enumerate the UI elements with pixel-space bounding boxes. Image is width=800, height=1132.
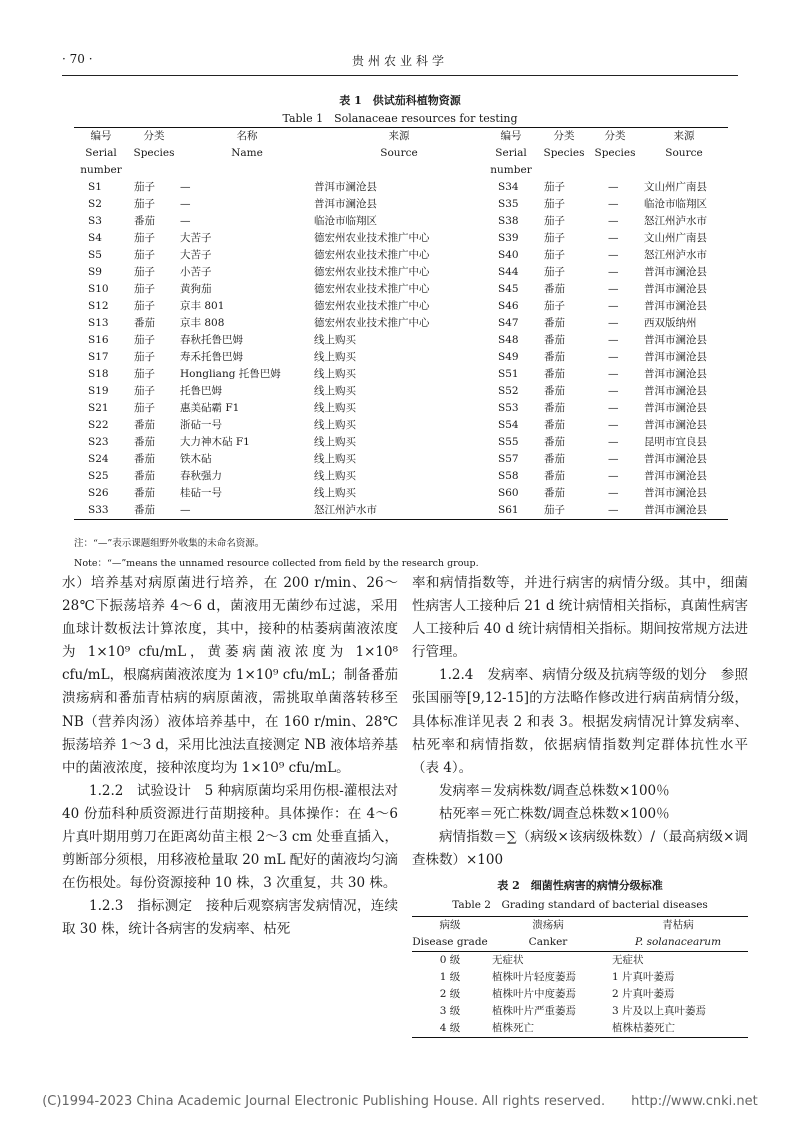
table-cell: S45 — [498, 283, 519, 295]
table-cell: S38 — [498, 215, 519, 227]
table-cell: — — [180, 215, 191, 227]
table-cell: S16 — [88, 334, 109, 346]
table-cell: 植株枯萎死亡 — [608, 1020, 748, 1038]
table-cell: — — [608, 317, 619, 329]
table-cell: 普洱市澜沧县 — [644, 334, 707, 346]
table-cell: Hongliang 托鲁巴姆 — [180, 368, 281, 380]
table-cell: 茄子 — [544, 232, 565, 244]
table-cell: 普洱市澜沧县 — [314, 181, 377, 193]
table-cell: — — [608, 249, 619, 261]
table-cell: 茄子 — [538, 502, 590, 520]
table-cell: 昆明市宜良县 — [644, 436, 707, 448]
table-cell: 怒江州泸水市 — [644, 215, 707, 227]
table1-header-species: 分类 Species — [128, 128, 180, 180]
table1-note-zh: 注：“—”表示课题组野外收集的未命名资源。 — [74, 538, 265, 549]
table-cell: 普洱市澜沧县 — [644, 453, 707, 465]
table2-header-grade: 病级 — [412, 917, 488, 935]
table-cell: — — [608, 198, 619, 210]
table-cell: 植株叶片严重萎焉 — [492, 1005, 576, 1017]
table-cell: 茄子 — [134, 368, 155, 380]
table2 — [412, 916, 748, 1038]
table-cell: 番茄 — [544, 317, 565, 329]
table-cell: — — [180, 198, 191, 210]
table-cell: 寿禾托鲁巴姆 — [180, 351, 243, 363]
table-cell: S19 — [88, 385, 109, 397]
table-cell: 茄子 — [134, 300, 155, 312]
table-cell: 大力神木砧 F1 — [180, 436, 250, 448]
table-cell: S13 — [88, 317, 109, 329]
table1-header-no-2: 编号 Serial number — [484, 128, 538, 180]
table-cell: S51 — [498, 368, 519, 380]
table-cell: 线上购买 — [314, 487, 356, 499]
table-row — [74, 485, 728, 502]
table-cell: 文山州广南县 — [644, 232, 707, 244]
header-rule — [62, 75, 738, 76]
table-cell: S52 — [498, 385, 519, 397]
table-cell: 普洱市澜沧县 — [644, 470, 707, 482]
table-cell: 普洱市澜沧县 — [314, 198, 377, 210]
table-cell: 茄子 — [134, 181, 155, 193]
table-cell: — — [180, 502, 314, 520]
table-cell: 线上购买 — [314, 368, 356, 380]
table-cell: 番茄 — [544, 487, 565, 499]
table-cell: 茄子 — [134, 385, 155, 397]
table2-caption-zh: 表 2 细菌性病害的病情分级标准 — [497, 879, 663, 892]
table-cell: 托鲁巴姆 — [180, 385, 222, 397]
table-cell: 普洱市澜沧县 — [644, 487, 707, 499]
table-cell: S4 — [88, 232, 102, 244]
table-cell: S9 — [88, 266, 102, 278]
table-cell: — — [180, 181, 191, 193]
table-cell: 0 级 — [439, 954, 461, 966]
table-cell: 茄子 — [134, 232, 155, 244]
table-cell: S1 — [88, 181, 102, 193]
table-row — [74, 366, 728, 383]
table-cell: S25 — [88, 470, 109, 482]
table-cell: — — [608, 215, 619, 227]
table-cell: 植株叶片轻度萎焉 — [492, 971, 576, 983]
table1-header — [74, 128, 728, 180]
table-cell: S26 — [88, 487, 109, 499]
table-row — [74, 332, 728, 349]
table-cell: 番茄 — [544, 419, 565, 431]
table-cell: 普洱市澜沧县 — [644, 402, 707, 414]
table-cell: S57 — [498, 453, 519, 465]
table-cell: — — [608, 300, 619, 312]
table-cell: S53 — [498, 402, 519, 414]
table-cell: S60 — [498, 487, 519, 499]
table-cell: S24 — [88, 453, 109, 465]
table1 — [74, 127, 728, 520]
table-row — [74, 383, 728, 400]
table-cell: S46 — [498, 300, 519, 312]
table-cell: S34 — [498, 181, 519, 193]
table-row — [74, 349, 728, 366]
table-cell: 线上购买 — [314, 436, 356, 448]
table-row — [74, 230, 728, 247]
table-cell: 番茄 — [544, 385, 565, 397]
table-cell: 临沧市临翔区 — [314, 215, 377, 227]
table-cell: 德宏州农业技术推广中心 — [314, 317, 430, 329]
table-cell: 线上购买 — [314, 453, 356, 465]
table-cell: 线上购买 — [314, 470, 356, 482]
table-cell: 茄子 — [544, 249, 565, 261]
table-row — [412, 986, 748, 1003]
table-cell: S58 — [498, 470, 519, 482]
table1-header-name: 名称 Name — [180, 128, 314, 180]
table-cell: — — [608, 351, 619, 363]
right-column — [412, 572, 748, 872]
table-cell: 黄狗茄 — [180, 283, 212, 295]
table-cell: 茄子 — [544, 266, 565, 278]
table-cell: 茄子 — [544, 215, 565, 227]
table-cell: S54 — [498, 419, 519, 431]
table-cell: 普洱市澜沧县 — [644, 300, 707, 312]
table-cell: 铁木砧 — [180, 453, 212, 465]
table-cell: S3 — [88, 215, 102, 227]
table-cell: 茄子 — [544, 181, 565, 193]
table-cell: 茄子 — [134, 283, 155, 295]
table-row — [74, 281, 728, 298]
paragraph-culture: 水）培养基对病原菌进行培养，在 200 r/min、26～28℃下振荡培养 4～6 d，菌液用无菌纱布过滤，采用血球计数板法计算浓度，其中，接种的枯萎病菌液浓度为 1×10⁹ cfu/mL，黄萎病菌液浓度为 1×10⁸ cfu/mL，根腐病菌液浓度为 1×10⁹ cfu/mL；制备番茄溃疡病和番茄青枯病的病原菌液，需挑取单菌落转移至 NB（营养肉汤）液体培养基中，在 160 r/min、28℃振荡培养 1～3 d，采用比浊法直接测定 NB 液体培养基中的菌液浓度，接种浓度均为 1×10⁹ cfu/mL。 — [62, 575, 398, 776]
table-row — [412, 1020, 748, 1038]
table-cell: 普洱市澜沧县 — [644, 283, 707, 295]
table-row — [74, 468, 728, 485]
table-cell: 怒江州泸水市 — [314, 502, 484, 520]
table-cell: — — [608, 368, 619, 380]
table-row — [74, 315, 728, 332]
table2-header-canker: 溃疡病 — [488, 917, 608, 935]
table-cell: S49 — [498, 351, 519, 363]
table-cell: — — [608, 402, 619, 414]
table-cell: S33 — [74, 502, 128, 520]
paragraph-measurement: 1.2.3 指标测定 接种后观察病害发病情况，连续取 30 株，统计各病害的发病率、枯死 — [62, 898, 398, 938]
table-cell: 1 片真叶萎焉 — [612, 971, 675, 983]
table-cell: S22 — [88, 419, 109, 431]
table-cell: 春秋托鲁巴姆 — [180, 334, 243, 346]
table-cell: — — [608, 181, 619, 193]
table-cell: 茄子 — [134, 334, 155, 346]
table-cell: S10 — [88, 283, 109, 295]
table2-header-canker-en: Canker — [488, 934, 608, 952]
paragraph-design: 1.2.2 试验设计 5 种病原菌均采用伤根-灌根法对 40 份茄科种质资源进行苗期接种。具体操作：在 4～6 片真叶期用剪刀在距离幼苗主根 2～3 cm 处垂直插入，剪断部分须根，用移液枪量取 20 mL 配好的菌液均匀滴在伤根处。每份资源接种 10 株，3 次重复，共 30 株。 — [62, 782, 398, 892]
table2-header-wilt-en: P. solanacearum — [608, 934, 748, 952]
table-cell: 3 级 — [439, 1005, 461, 1017]
table-cell: — — [608, 419, 619, 431]
table-row — [74, 264, 728, 281]
table-cell: 德宏州农业技术推广中心 — [314, 232, 430, 244]
table-cell: 京丰 801 — [180, 300, 225, 312]
table-cell: S55 — [498, 436, 519, 448]
table1-note-en: Note：“—”means the unnamed resource collected from field by the research group. — [74, 558, 479, 569]
table-cell: S5 — [88, 249, 102, 261]
table-row — [74, 417, 728, 434]
table-cell: 怒江州泸水市 — [644, 249, 707, 261]
table-cell: 大苦子 — [180, 249, 212, 261]
table-cell: 德宏州农业技术推广中心 — [314, 300, 430, 312]
table-cell: 茄子 — [134, 198, 155, 210]
table-row — [74, 502, 728, 520]
table-cell: 茄子 — [134, 402, 155, 414]
table-cell: 普洱市澜沧县 — [644, 419, 707, 431]
table-cell: S61 — [484, 502, 538, 520]
table-row — [74, 451, 728, 468]
table-cell: 3 片及以上真叶萎焉 — [612, 1005, 707, 1017]
table-cell: 线上购买 — [314, 419, 356, 431]
table-cell: 普洱市澜沧县 — [644, 385, 707, 397]
table2-header-wilt: 青枯病 — [608, 917, 748, 935]
copyright-footer: (C)1994-2023 China Academic Journal Electronic Publishing House. All rights reserved. http://www.cnki.net — [42, 1094, 758, 1109]
table-cell: 无症状 — [612, 954, 644, 966]
table-cell: 番茄 — [134, 436, 155, 448]
table-cell: 番茄 — [134, 419, 155, 431]
page-number: · 70 · — [62, 52, 93, 66]
table1-header-source: 来源 Source — [314, 128, 484, 180]
table-cell: 茄子 — [134, 249, 155, 261]
table-cell: 茄子 — [544, 198, 565, 210]
table-cell: 番茄 — [544, 368, 565, 380]
table-cell: 番茄 — [544, 334, 565, 346]
running-header — [62, 52, 738, 74]
table-cell: S44 — [498, 266, 519, 278]
table-cell: 番茄 — [134, 487, 155, 499]
formula-disease-index: 病情指数＝∑（病级×该病级株数）/（最高病级×调查株数）×100 — [412, 829, 748, 869]
table-cell: 番茄 — [544, 351, 565, 363]
table-cell: 德宏州农业技术推广中心 — [314, 249, 430, 261]
table1-header-source-2: 来源 Source — [640, 128, 728, 180]
table-cell: 2 级 — [439, 988, 461, 1000]
table-cell: S2 — [88, 198, 102, 210]
table-cell: 番茄 — [128, 502, 180, 520]
table-cell: S35 — [498, 198, 519, 210]
paragraph-measurement-cont: 率和病情指数等，并进行病害的病情分级。其中，细菌性病害人工接种后 21 d 统计病情相关指标，真菌性病害人工接种后 40 d 统计病情相关指标。期间按常规方法进行管理。 — [412, 575, 748, 661]
table-cell: 1 级 — [439, 971, 461, 983]
table-cell: 番茄 — [544, 436, 565, 448]
table-row — [74, 196, 728, 213]
table-cell: 番茄 — [544, 283, 565, 295]
table-row — [412, 1003, 748, 1020]
table-cell: 浙砧一号 — [180, 419, 222, 431]
table-cell: 德宏州农业技术推广中心 — [314, 266, 430, 278]
table-row — [74, 213, 728, 230]
table-cell: 普洱市澜沧县 — [640, 502, 728, 520]
table-row — [74, 298, 728, 315]
table-cell: — — [608, 487, 619, 499]
table-cell: — — [608, 334, 619, 346]
table-cell: 2 片真叶萎焉 — [612, 988, 675, 1000]
table-cell: S48 — [498, 334, 519, 346]
table-cell: 桂砧一号 — [180, 487, 222, 499]
table-cell: 线上购买 — [314, 334, 356, 346]
table-cell: 番茄 — [544, 402, 565, 414]
table-cell: 茄子 — [544, 300, 565, 312]
table-cell: 临沧市临翔区 — [644, 198, 707, 210]
table-row — [412, 952, 748, 970]
table-cell: S47 — [498, 317, 519, 329]
table-cell: 小苦子 — [180, 266, 212, 278]
table-cell: 惠美砧霸 F1 — [180, 402, 240, 414]
table-cell: — — [590, 502, 640, 520]
table-cell: 茄子 — [134, 351, 155, 363]
table-cell: 番茄 — [544, 470, 565, 482]
table-cell: 京丰 808 — [180, 317, 225, 329]
table2-header — [412, 917, 748, 952]
table-cell: 4 级 — [412, 1020, 488, 1038]
table-cell: 线上购买 — [314, 385, 356, 397]
table-cell: S39 — [498, 232, 519, 244]
table-cell: — — [608, 232, 619, 244]
table1-header-species-2: 分类 Species — [538, 128, 590, 180]
table1-header-species-3: 分类 Species — [590, 128, 640, 180]
left-column — [62, 572, 398, 942]
formula-mortality: 枯死率＝死亡株数/调查总株数×100％ — [439, 805, 670, 822]
table-cell: 普洱市澜沧县 — [644, 351, 707, 363]
table-cell: 茄子 — [134, 266, 155, 278]
table-cell: 无症状 — [492, 954, 524, 966]
table-cell: S21 — [88, 402, 109, 414]
table1-header-no: 编号 Serial number — [74, 128, 128, 180]
formula-incidence: 发病率＝发病株数/调查总株数×100％ — [439, 782, 670, 799]
paragraph-grading: 1.2.4 发病率、病情分级及抗病等级的划分 参照张国丽等[9,12-15]的方法略作修改进行病苗病情分级，具体标准详见表 2 和表 3。根据发病情况计算发病率、枯死率和病情指数，依据病情指数判定群体抗性水平（表 4）。 — [412, 667, 748, 776]
table1-caption-zh: 表 1 供试茄科植物资源 — [339, 94, 461, 107]
table-cell: — — [608, 266, 619, 278]
table-cell: — — [608, 385, 619, 397]
table-cell: 番茄 — [544, 453, 565, 465]
table-cell: — — [608, 436, 619, 448]
table-cell: — — [608, 453, 619, 465]
table-cell: 西双版纳州 — [644, 317, 697, 329]
table-row — [74, 434, 728, 451]
table1-notes — [74, 534, 479, 574]
table-row — [412, 969, 748, 986]
table-cell: 大苦子 — [180, 232, 212, 244]
table-cell: 普洱市澜沧县 — [644, 266, 707, 278]
table2-header-grade-en: Disease grade — [412, 934, 488, 952]
table-cell: 线上购买 — [314, 351, 356, 363]
table-cell: 文山州广南县 — [644, 181, 707, 193]
table-cell: 番茄 — [134, 215, 155, 227]
table-cell: 普洱市澜沧县 — [644, 368, 707, 380]
table-cell: 植株死亡 — [488, 1020, 608, 1038]
table-cell: — — [608, 470, 619, 482]
table-row — [74, 247, 728, 264]
table-cell: 春秋强力 — [180, 470, 222, 482]
table-cell: 番茄 — [134, 470, 155, 482]
table-cell: S17 — [88, 351, 109, 363]
table-row — [74, 179, 728, 196]
table2-body — [412, 952, 748, 1038]
table1-body — [74, 179, 728, 520]
table-cell: S18 — [88, 368, 109, 380]
table-cell: 植株叶片中度萎焉 — [492, 988, 576, 1000]
table-cell: S23 — [88, 436, 109, 448]
table-row — [74, 400, 728, 417]
table-cell: — — [608, 283, 619, 295]
table2-caption-en: Table 2 Grading standard of bacterial diseases — [452, 899, 708, 911]
table-cell: 番茄 — [134, 453, 155, 465]
table-cell: 德宏州农业技术推广中心 — [314, 283, 430, 295]
table-cell: 番茄 — [134, 317, 155, 329]
journal-title: 贵州农业科学 — [351, 54, 448, 68]
table-cell: S40 — [498, 249, 519, 261]
table1-caption-en: Table 1 Solanaceae resources for testing — [282, 112, 518, 125]
table-cell: S12 — [88, 300, 109, 312]
table-cell: 线上购买 — [314, 402, 356, 414]
